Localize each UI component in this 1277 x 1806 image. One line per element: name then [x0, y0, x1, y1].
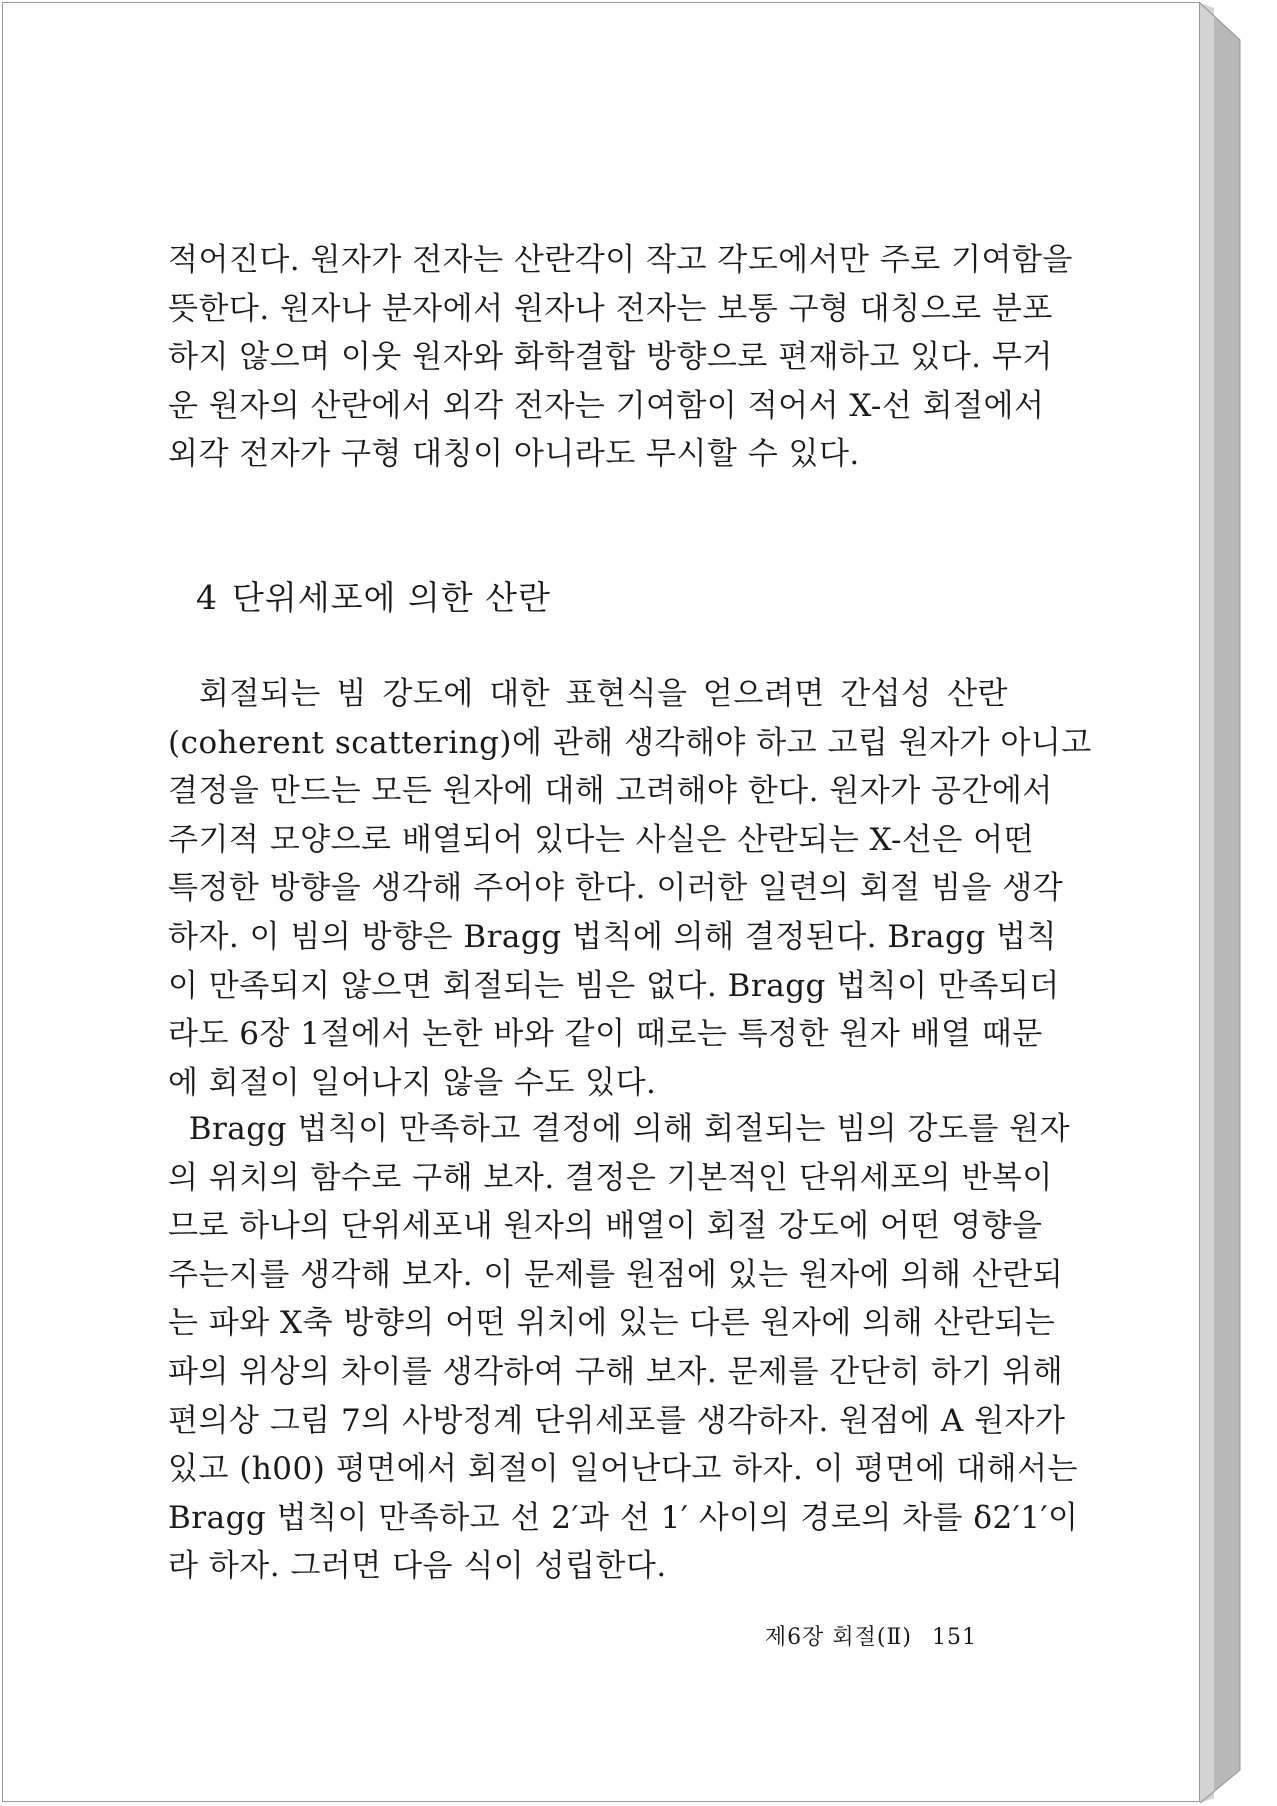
text-line: 의 위치의 함수로 구해 보자. 결정은 기본적인 단위세포의 반복이: [168, 1159, 1053, 1196]
text-line: 주는지를 생각해 보자. 이 문제를 원점에 있는 원자에 의해 산란되: [168, 1256, 1064, 1293]
text-line: 운 원자의 산란에서 외각 전자는 기여함이 적어서 X-선 회절에서: [168, 387, 1045, 424]
text-line: 결정을 만드는 모든 원자에 대해 고려해야 한다. 원자가 공간에서: [168, 773, 1053, 810]
text-line: 이 만족되지 않으면 회절되는 빔은 없다. Bragg 법칙이 만족되더: [168, 967, 1060, 1004]
text-line: 특정한 방향을 생각해 주어야 한다. 이러한 일련의 회절 빔을 생각: [168, 870, 1064, 907]
paragraph-1: [168, 236, 1073, 479]
text-line: 있고 (h00) 평면에서 회절이 일어난다고 하자. 이 평면에 대해서는: [168, 1451, 1078, 1488]
text-line: 뜻한다. 원자나 분자에서 원자나 전자는 보통 구형 대칭으로 분포: [168, 290, 1053, 327]
text-line: Bragg 법칙이 만족하고 결정에 의해 회절되는 빔의 강도를 원자: [168, 1111, 1071, 1147]
paragraph-2: [168, 670, 1092, 1107]
text-line: 편의상 그림 7의 사방정계 단위세포를 생각하자. 원점에 A 원자가: [168, 1402, 1066, 1439]
text-line: (coherent scattering)에 관해 생각해야 하고 고립 원자가 아니고: [168, 724, 1092, 761]
text-line: 파의 위상의 차이를 생각하여 구해 보자. 문제를 간단히 하기 위해: [168, 1353, 1064, 1390]
section-heading: [196, 572, 551, 619]
text-line: 주기적 모양으로 배열되어 있다는 사실은 산란되는 X-선은 어떤: [168, 821, 1035, 858]
text-line: 에 회절이 일어나지 않을 수도 있다.: [168, 1064, 657, 1101]
section-number: 4: [196, 578, 218, 617]
text-line: Bragg 법칙이 만족하고 선 2′과 선 1′ 사이의 경로의 차를 δ2′1′이: [168, 1499, 1079, 1536]
text-line: 하자. 이 빔의 방향은 Bragg 법칙에 의해 결정된다. Bragg 법칙: [168, 918, 1057, 955]
running-chapter-title: 제6장 회절(Ⅱ): [764, 1625, 912, 1650]
text-line: 므로 하나의 단위세포내 원자의 배열이 회절 강도에 어떤 영향을: [168, 1208, 1043, 1245]
paragraph-3: [168, 1105, 1079, 1591]
text-line: 적어진다. 원자가 전자는 산란각이 작고 각도에서만 주로 기여함을: [168, 242, 1073, 278]
text-line: 하지 않으며 이웃 원자와 화학결합 방향으로 편재하고 있다. 무거: [168, 339, 1053, 376]
text-line: 외각 전자가 구형 대칭이 아니라도 무시할 수 있다.: [168, 436, 860, 473]
section-title: 단위세포에 의한 산란: [232, 578, 551, 617]
text-line: 회절되는 빔 강도에 대한 표현식을 얻으려면 간섭성 산란: [168, 676, 1008, 712]
text-line: 라 하자. 그러면 다음 식이 성립한다.: [168, 1548, 667, 1585]
page-number: 151: [932, 1625, 977, 1650]
page-footer: [765, 1620, 977, 1651]
text-line: 는 파와 X축 방향의 어떤 위치에 있는 다른 원자에 의해 산란되는: [168, 1305, 1056, 1342]
text-line: 라도 6장 1절에서 논한 바와 같이 때로는 특정한 원자 배열 때문: [168, 1016, 1043, 1053]
